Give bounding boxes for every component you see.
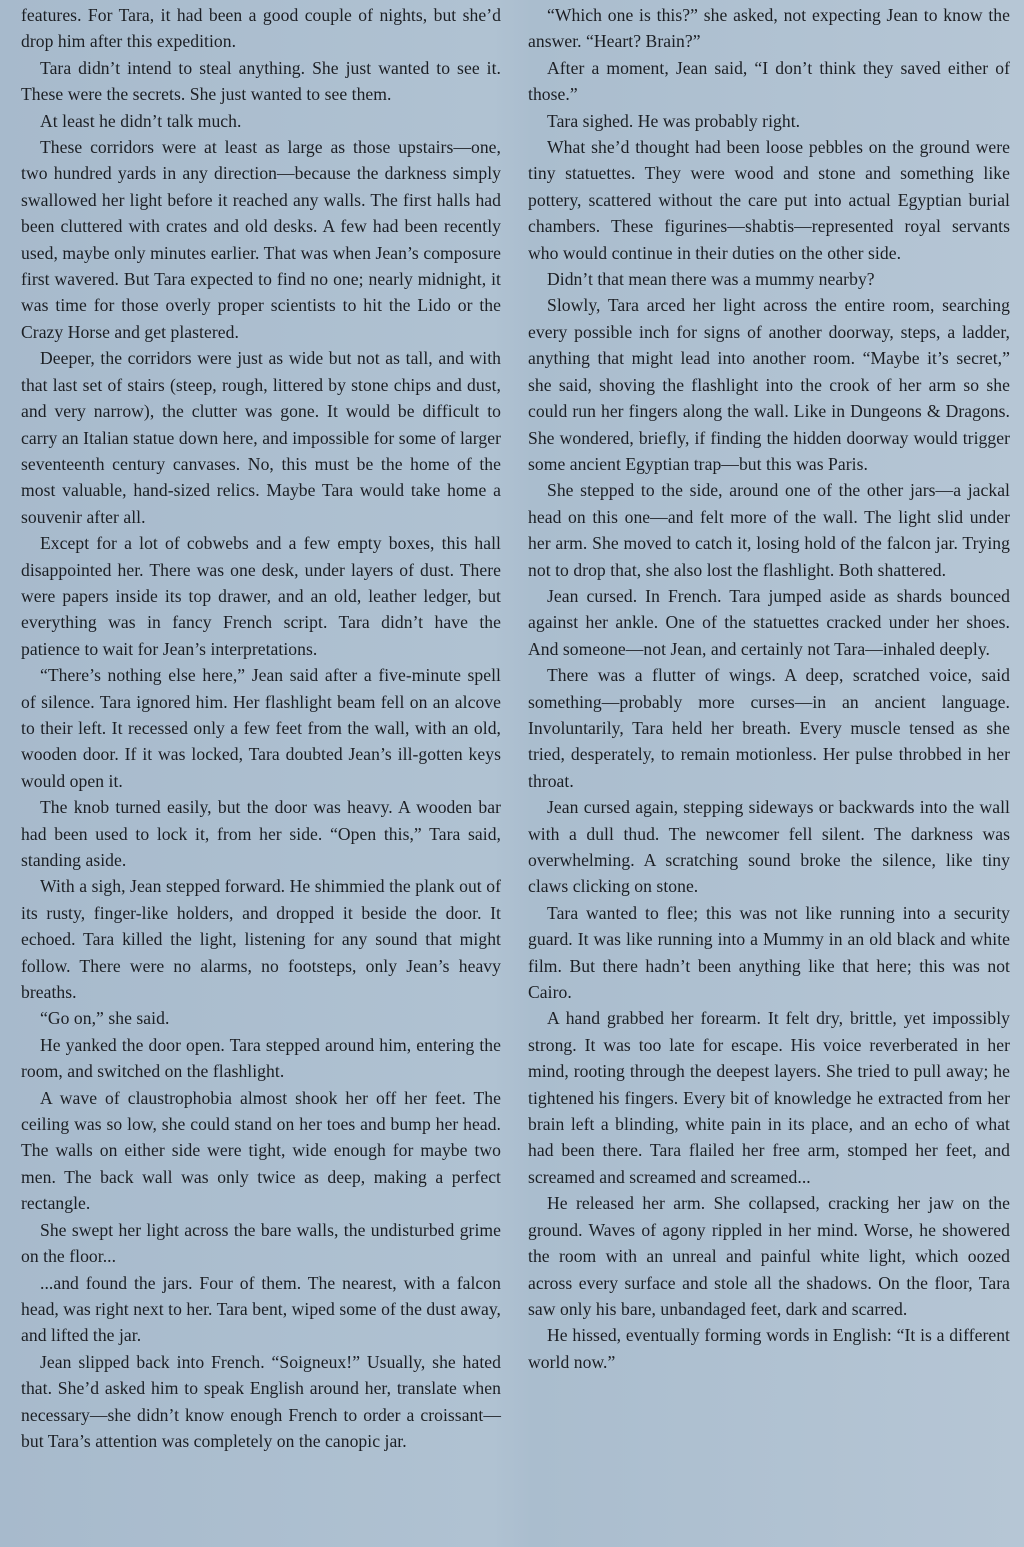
paragraph: With a sigh, Jean stepped forward. He shimmied the plank out of its rusty, finger-like holders, and dropped it beside the door. It echoed. Tara killed the light, listening for any sound that might follow. There were no alarms, no footsteps, only Jean’s heavy breaths. xyxy=(21,876,501,1003)
paragraph: He yanked the door open. Tara stepped around him, entering the room, and switched on the flashlight. xyxy=(21,1034,501,1082)
paragraph: He released her arm. She collapsed, cracking her jaw on the ground. Waves of agony rippled in her mind. Worse, he showered the room with an unreal and painful white light, which oozed across every surface and stole all the shadows. On the floor, Tara saw only his bare, unbandaged feet, dark and scarred. xyxy=(528,1193,1010,1319)
paragraph: Tara didn’t intend to steal anything. She just wanted to see it. These were the secrets. She just wanted to see them. xyxy=(21,57,501,105)
paragraph: features. For Tara, it had been a good couple of nights, but she’d drop him after this expedition. xyxy=(21,5,501,52)
paragraph: Tara sighed. He was probably right. xyxy=(547,110,801,131)
paragraph: Didn’t that mean there was a mummy nearby? xyxy=(547,269,875,290)
paragraph: He hissed, eventually forming words in English: “It is a different world now.” xyxy=(528,1325,1010,1372)
paragraph: A hand grabbed her forearm. It felt dry, brittle, yet impossibly strong. It was too late for escape. His voice reverberated in her mind, rooting through the deepest layers. She tried to pull away; he tightened his fingers. Every bit of knowledge he extracted from her brain left a blinding, white pain in its place, and an echo of what had been there. Tara flailed her free arm, stomped her feet, and screamed and screamed and screamed... xyxy=(528,1008,1010,1187)
paragraph: “There’s nothing else here,” Jean said after a five-minute spell of silence. Tara ignored him. Her flashlight beam fell on an alcove to their left. It recessed only a few feet from the wall, with an old, wooden door. If it was locked, Tara doubted Jean’s ill-gotten keys would open it. xyxy=(21,665,501,791)
paragraph: She swept her light across the bare walls, the undisturbed grime on the floor... xyxy=(21,1219,501,1267)
paragraph: Except for a lot of cobwebs and a few empty boxes, this hall disappointed her. There was one desk, under layers of dust. There were papers inside its top drawer, and an old, leather ledger, but everything was in fancy French script. Tara didn’t have the patience to wait for Jean’s interpretations. xyxy=(21,533,501,659)
paragraph: “Go on,” she said. xyxy=(40,1008,170,1029)
paragraph: ...and found the jars. Four of them. The nearest, with a falcon head, was right next to her. Tara bent, wiped some of the dust away, and lifted the jar. xyxy=(21,1272,502,1346)
paragraph: Tara wanted to flee; this was not like running into a security guard. It was like running into a Mummy in an old black and white film. But there hadn’t been anything like that here; this was not Cairo. xyxy=(528,902,1010,1003)
paragraph: Jean cursed again, stepping sideways or backwards into the wall with a dull thud. The newcomer fell silent. The darkness was overwhelming. A scratching sound broke the silence, like tiny claws clicking on stone. xyxy=(528,797,1010,897)
paragraph: Slowly, Tara arced her light across the entire room, searching every possible inch for signs of another doorway, steps, a ladder, anything that might lead into another room. “Maybe it’s secret,” she said, shoving the flashlight into the crook of her arm so she could run her fingers along the wall. Like in Dungeons & Dragons. She wondered, briefly, if finding the hidden doorway would trigger some ancient Egyptian trap—but this was Paris. xyxy=(528,295,1010,474)
paragraph: There was a flutter of wings. A deep, scratched voice, said something—probably more curses—in an ancient language. Involuntarily, Tara held her breath. Every muscle tensed as she tried, desperately, to remain motionless. Her pulse throbbed in her throat. xyxy=(528,665,1010,791)
paragraph: At least he didn’t talk much. xyxy=(40,110,242,131)
paragraph: “Which one is this?” she asked, not expecting Jean to know the answer. “Heart? Brain?” xyxy=(528,5,1010,52)
paragraph: Deeper, the corridors were just as wide but not as tall, and with that last set of stairs (steep, rough, littered by stone chips and dust, and very narrow), the clutter was gone. It would be difficult to carry an Italian statue down here, and impossible for some of larger seventeenth century canvases. No, this must be the home of the most valuable, hand-sized relics. Maybe Tara would take home a souvenir after all. xyxy=(21,348,501,527)
paragraph: After a moment, Jean said, “I don’t think they saved either of those.” xyxy=(528,57,1010,105)
paragraph: Jean slipped back into French. “Soigneux!” Usually, she hated that. She’d asked him to speak English around her, translate when necessary—she didn’t know enough French to order a croissant—but Tara’s attention was completely on the canopic jar. xyxy=(21,1351,501,1451)
paragraph: Jean cursed. In French. Tara jumped aside as shards bounced against her ankle. One of the statuettes cracked under her shoes. And someone—not Jean, and certainly not Tara—inhaled deeply. xyxy=(528,585,1010,659)
paragraph: What she’d thought had been loose pebbles on the ground were tiny statuettes. They were wood and stone and something like pottery, scattered without the care put into actual Egyptian burial chambers. These figurines—shabtis—represented royal servants who would continue in their duties on the other side. xyxy=(528,137,1010,263)
left-column xyxy=(21,2,501,1454)
paragraph: A wave of claustrophobia almost shook her off her feet. The ceiling was so low, she could stand on her toes and bump her head. The walls on either side were tight, wide enough for maybe two men. The back wall was only twice as deep, making a perfect rectangle. xyxy=(21,1087,501,1214)
paragraph: These corridors were at least as large as those upstairs—one, two hundred yards in any direction—because the darkness simply swallowed her light before it reached any walls. The first halls had been cluttered with crates and old desks. A few had been recently used, maybe only minutes earlier. That was when Jean’s composure first wavered. But Tara expected to find no one; nearly midnight, it was time for those overly proper scientists to hit the Lido or the Crazy Horse and get plastered. xyxy=(21,137,501,342)
paragraph: The knob turned easily, but the door was heavy. A wooden bar had been used to lock it, from her side. “Open this,” Tara said, standing aside. xyxy=(21,797,501,870)
right-column xyxy=(528,2,1010,1375)
paragraph: She stepped to the side, around one of the other jars—a jackal head on this one—and felt more of the wall. The light slid under her arm. She moved to catch it, losing hold of the falcon jar. Trying not to drop that, she also lost the flashlight. Both shattered. xyxy=(528,480,1010,580)
